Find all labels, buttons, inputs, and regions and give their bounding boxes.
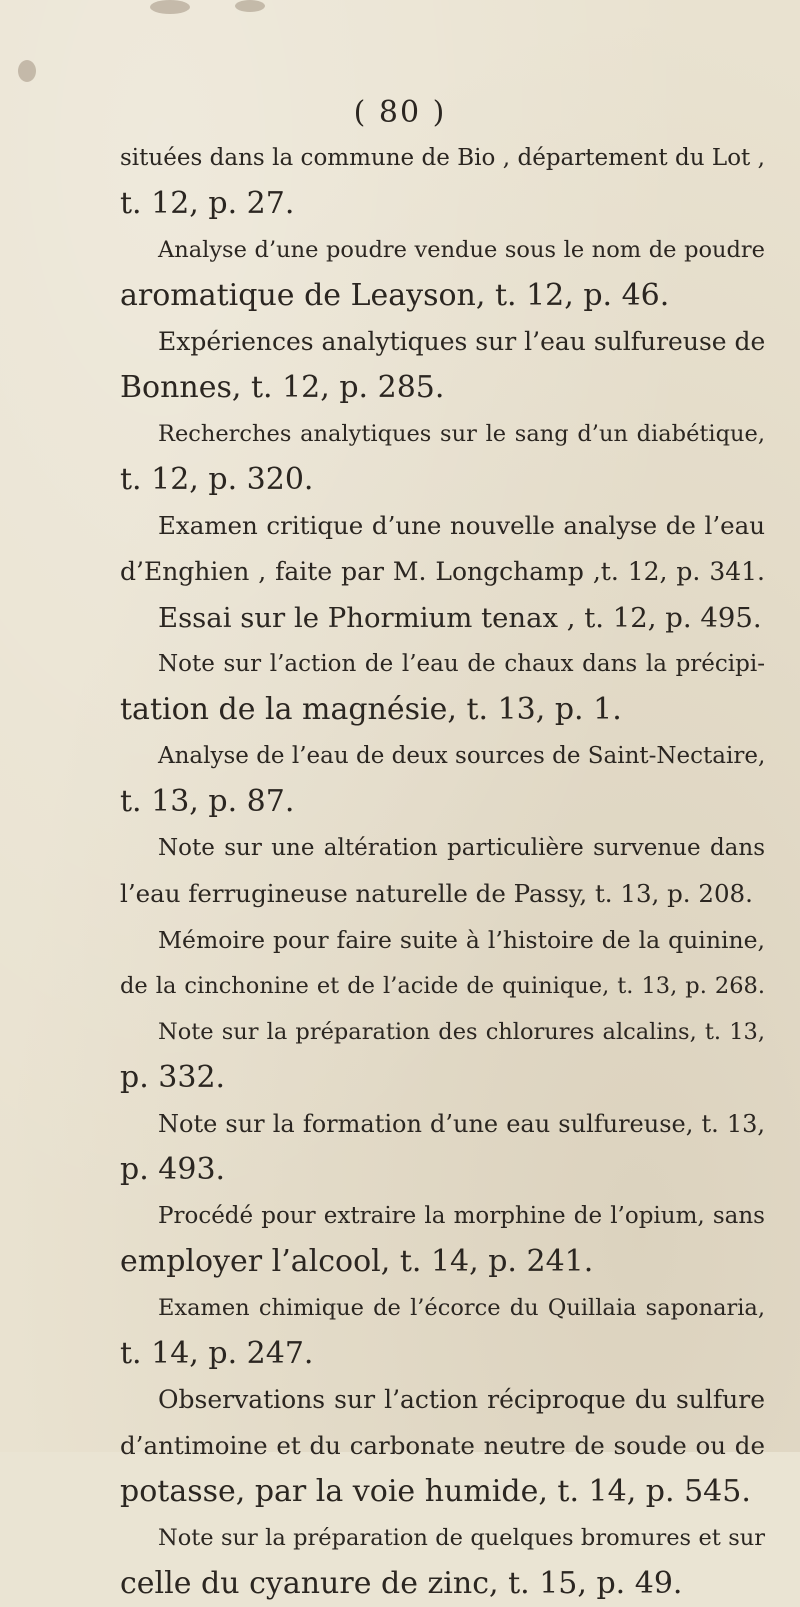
page-text xyxy=(120,135,765,1607)
page-number: ( 80 ) xyxy=(353,95,447,130)
ink-stain xyxy=(150,0,190,14)
text-line: Examen critique d’une nouvelle analyse de l’eau xyxy=(158,511,765,540)
text-line: Note sur l’action de l’eau de chaux dans la précipi- xyxy=(158,651,765,677)
text-line: de la cinchonine et de l’acide de quinique, t. 13, p. 268. xyxy=(120,973,765,999)
text-line: d’antimoine et du carbonate neutre de soude ou de xyxy=(120,1431,765,1460)
text-line: Bonnes, t. 12, p. 285. xyxy=(120,370,445,405)
text-line: Procédé pour extraire la morphine de l’opium, sans xyxy=(158,1203,765,1229)
text-line: Note sur la préparation des chlorures alcalins, t. 13, xyxy=(158,1019,765,1045)
text-line: d’Enghien , faite par M. Longchamp ,t. 12, p. 341. xyxy=(120,557,765,586)
text-line: t. 14, p. 247. xyxy=(120,1336,314,1371)
text-line: t. 12, p. 320. xyxy=(120,462,314,497)
text-line: Expériences analytiques sur l’eau sulfureuse de xyxy=(158,327,766,356)
text-line: tation de la magnésie, t. 13, p. 1. xyxy=(120,692,622,727)
text-line: l’eau ferrugineuse naturelle de Passy, t. 13, p. 208. xyxy=(120,879,753,908)
text-line: Analyse de l’eau de deux sources de Saint-Nectaire, xyxy=(158,743,766,769)
text-line: potasse, par la voie humide, t. 14, p. 545. xyxy=(120,1474,751,1509)
text-line: Recherches analytiques sur le sang d’un diabétique, xyxy=(158,421,765,447)
text-line: Essai sur le Phormium tenax , t. 12, p. 495. xyxy=(158,602,762,634)
text-line: Note sur la formation d’une eau sulfureuse, t. 13, xyxy=(158,1110,765,1138)
text-line: Analyse d’une poudre vendue sous le nom de poudre xyxy=(158,237,765,263)
text-line: p. 493. xyxy=(120,1152,226,1187)
text-line: Observations sur l’action réciproque du sulfure xyxy=(158,1385,765,1414)
text-line: Mémoire pour faire suite à l’histoire de la quinine, xyxy=(158,926,765,954)
text-line: Note sur la préparation de quelques bromures et sur xyxy=(158,1525,765,1551)
text-line: Examen chimique de l’écorce du Quillaia saponaria, xyxy=(158,1295,765,1321)
text-line: t. 12, p. 27. xyxy=(120,186,295,221)
ink-stain xyxy=(18,60,36,82)
text-line: aromatique de Leayson, t. 12, p. 46. xyxy=(120,278,670,313)
text-line: Note sur une altération particulière survenue dans xyxy=(158,835,765,861)
text-line: celle du cyanure de zinc, t. 15, p. 49. xyxy=(120,1566,683,1601)
text-line: p. 332. xyxy=(120,1060,226,1095)
ink-stain xyxy=(235,0,265,12)
text-line: employer l’alcool, t. 14, p. 241. xyxy=(120,1244,594,1279)
text-line: t. 13, p. 87. xyxy=(120,784,295,819)
text-line: situées dans la commune de Bio , département du Lot , xyxy=(120,145,765,171)
